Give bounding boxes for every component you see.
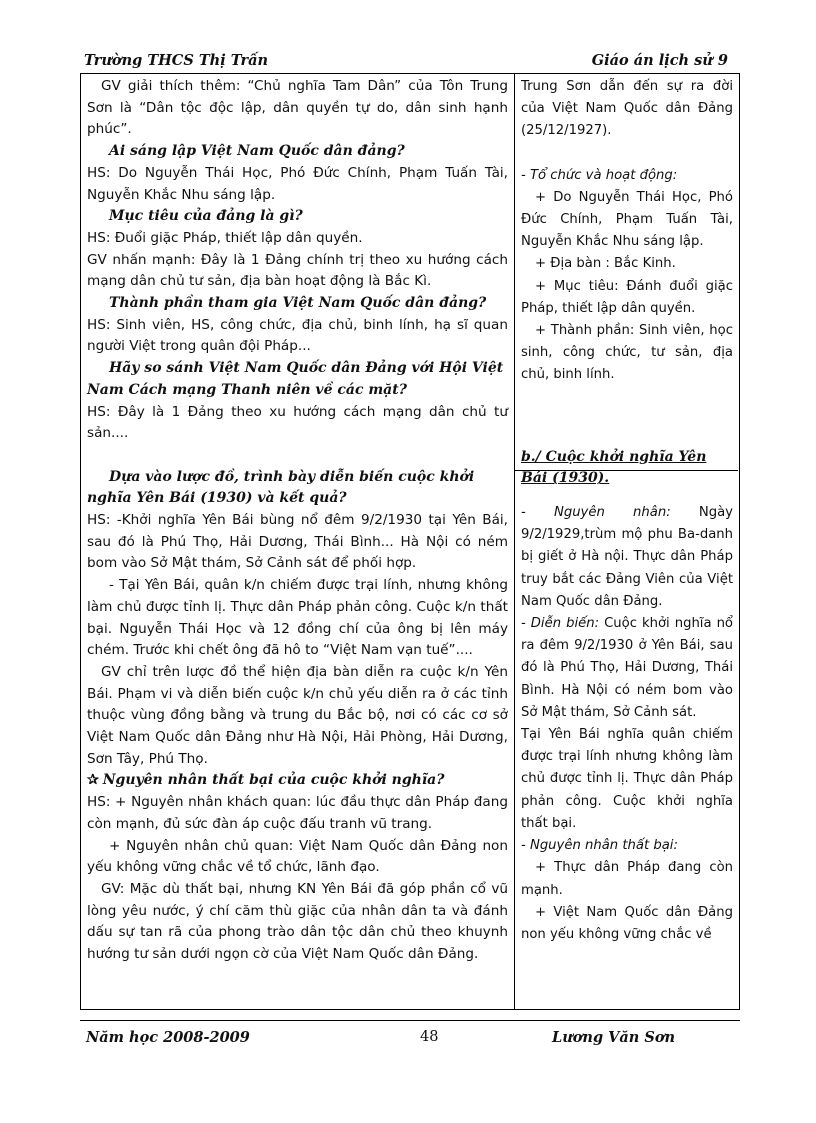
org-founders: + Do Nguyễn Thái Học, Phó Đức Chính, Phạm Tuấn Tài, Nguyễn Khắc Nhu sáng lập.	[521, 189, 733, 250]
org-goal: + Mục tiêu: Đánh đuổi giặc Pháp, thiết lập dân quyền.	[521, 278, 733, 316]
author-name: Lương Văn Sơn	[552, 1029, 676, 1046]
footer-rule	[80, 1020, 740, 1021]
failure-heading: - Nguyên nhân thất bại:	[521, 838, 678, 854]
failure-cause-1: + Thực dân Pháp đang còn mạnh.	[521, 860, 733, 898]
teacher-student-column	[87, 76, 508, 966]
question-uprising: Dựa vào lược đồ, trình bày diễn biến cuộc khởi nghĩa Yên Bái (1930) và kết quả?	[87, 468, 475, 507]
page-number: 48	[420, 1029, 439, 1045]
org-heading: - Tổ chức và hoạt động:	[521, 167, 678, 183]
page-footer	[84, 1029, 746, 1051]
uprising-events: - Diễn biến: Cuộc khởi nghĩa nổ ra đêm 9/2/1930 ở Yên Bái, sau đó là Phú Thọ, Hải Dương, Thái Bình. Hà Nội có ném bom vào Sở Mật thám, Sở Cảnh sát.	[521, 616, 733, 720]
uprising-yen-bai: Tại Yên Bái nghĩa quân chiếm được trại lính nhưng không làm chủ được tỉnh lị. Thực dân Pháp phản công. Cuộc khởi nghĩa thất bại.	[521, 727, 733, 831]
answer-uprising-detail: - Tại Yên Bái, quân k/n chiếm được trại lính, nhưng không làm chủ được tỉnh lị. Thực dân Pháp phản công. Cuộc k/n thất bại. Nguyễn Thái Học và 12 đồng chí của ông bị lên máy chém. Trước khi chết ông đã hô to “Việt Nam vạn tuế”....	[87, 577, 508, 659]
org-members: + Thành phần: Sinh viên, học sinh, công chức, tư sản, địa chủ, binh lính.	[521, 323, 733, 383]
page-header	[84, 50, 746, 72]
question-members: Thành phần tham gia Việt Nam Quốc dân đảng?	[109, 295, 487, 312]
answer-members: HS: Sinh viên, HS, công chức, địa chủ, binh lính, hạ sĩ quan người Việt trong quân đội Pháp...	[87, 316, 508, 355]
answer-goal: HS: Đuổi giặc Pháp, thiết lập dân quyền.	[87, 229, 363, 246]
org-area: + Địa bàn : Bắc Kinh.	[535, 256, 676, 272]
star-icon: ✰	[87, 772, 99, 789]
uprising-cause: - Nguyên nhân: Ngày 9/2/1929,trùm mộ phu Ba-danh bị giết ở Hà nội. Thực dân Pháp truy bắt các Đảng Viên của Việt Nam Quốc dân Đảng.	[521, 505, 733, 609]
answer-subjective-cause: + Nguyên nhân chủ quan: Việt Nam Quốc dân Đảng non yếu không vững chắc về tổ chức, lãnh đạo.	[87, 837, 508, 876]
content-column	[521, 76, 733, 946]
gv-explanation: GV giải thích thêm: “Chủ nghĩa Tam Dân” của Tôn Trung Sơn là “Dân tộc độc lập, dân quyền tự do, dân sinh hạnh phúc”.	[87, 78, 508, 138]
lesson-table	[80, 73, 740, 1010]
gv-conclusion: GV: Mặc dù thất bại, nhưng KN Yên Bái đã góp phần cổ vũ lòng yêu nước, ý chí căm thù giặc của nhân dân ta và đánh dấu sự tan rã của phong trào dân tộc dân chủ theo khuynh hướng tư sản dưới ngọn cờ của Việt Nam Quốc dân Đảng.	[87, 881, 508, 963]
section-b-heading: b./ Cuộc khởi nghĩa Yên Bái (1930).	[521, 448, 707, 487]
gv-emphasis: GV nhấn mạnh: Đây là 1 Đảng chính trị theo xu hướng cách mạng dân chủ tư sản, địa bàn hoạt động là Bắc Kì.	[87, 251, 508, 290]
party-founding: Trung Sơn dẫn đến sự ra đời của Việt Nam Quốc dân Đảng (25/12/1927).	[521, 79, 733, 139]
question-founders: Ai sáng lập Việt Nam Quốc dân đảng?	[109, 143, 405, 160]
answer-compare: HS: Đây là 1 Đảng theo xu hướng cách mạng dân chủ tư sản....	[87, 403, 508, 442]
subject-title: Giáo án lịch sử 9	[591, 52, 728, 69]
school-name: Trường THCS Thị Trấn	[84, 52, 269, 69]
question-goal: Mục tiêu của đảng là gì?	[109, 208, 303, 225]
column-divider	[514, 74, 515, 1009]
question-compare: Hãy so sánh Việt Nam Quốc dân Đảng với Hội Việt Nam Cách mạng Thanh niên về các mặt?	[87, 360, 504, 398]
answer-objective-cause: HS: + Nguyên nhân khách quan: lúc đầu thực dân Pháp đang còn mạnh, đủ sức đàn áp cuộc đấu tranh vũ trang.	[87, 794, 508, 832]
failure-cause-2: + Việt Nam Quốc dân Đảng non yếu không vững chắc về	[521, 904, 733, 942]
answer-uprising: HS: -Khởi nghĩa Yên Bái bùng nổ đêm 9/2/1930 tại Yên Bái, sau đó là Phú Thọ, Hải Dương, Thái Bình... Hà Nội có ném bom vào Sở Mật thám, Sở Cảnh sát để phối hợp.	[87, 512, 508, 572]
gv-map-note: GV chỉ trên lược đồ thể hiện địa bàn diễn ra cuộc k/n Yên Bái. Phạm vi và diễn biến cuộc k/n chủ yếu diễn ra ở các tỉnh thuộc vùng đồng bằng và trung du Bắc bộ, nơi có các cơ sở Việt Nam Quốc dân Đảng như Hà Nội, Hải Phòng, Hải Dương, Sơn Tây, Phú Thọ.	[87, 663, 508, 767]
question-failure: ✰ Nguyên nhân thất bại của cuộc khởi nghĩa?	[87, 770, 508, 792]
answer-founders: HS: Do Nguyễn Thái Học, Phó Đức Chính, Phạm Tuấn Tài, Nguyễn Khắc Nhu sáng lập.	[87, 164, 508, 203]
school-year: Năm học 2008-2009	[86, 1029, 250, 1046]
